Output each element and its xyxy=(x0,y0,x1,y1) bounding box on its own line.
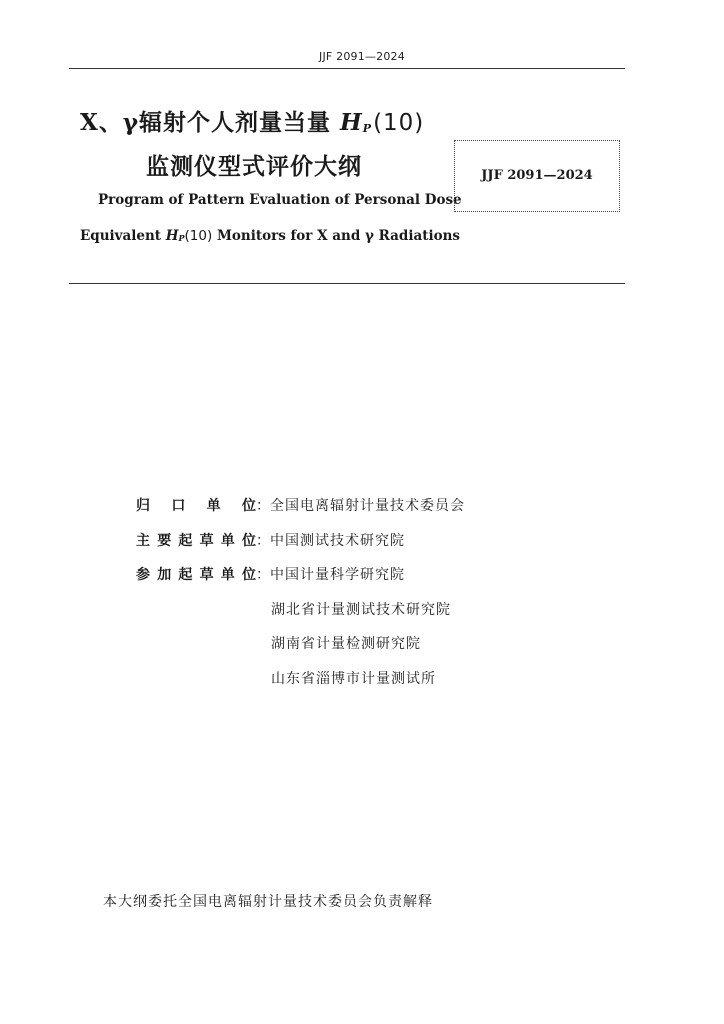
title-hp-subscript: P xyxy=(362,122,373,135)
unit-colon: ： xyxy=(256,498,270,514)
middle-rule xyxy=(69,283,625,284)
unit-row-responsible xyxy=(136,495,465,530)
title-hp-paren: (10) xyxy=(373,110,425,136)
unit-value-participating-1: 湖北省计量测试技术研究院 xyxy=(271,601,451,618)
units-block xyxy=(136,495,465,702)
unit-label-responsible: 归 口 单 位 xyxy=(136,498,256,514)
title-cn-main: 辐射个人剂量当量 xyxy=(139,110,332,136)
unit-row-participating-1 xyxy=(136,599,465,634)
title-en-prefix: Equivalent xyxy=(80,228,162,244)
title-cn-line2: 监测仪型式评价大纲 xyxy=(146,154,362,180)
unit-row-main-drafting xyxy=(136,530,465,565)
unit-value-main-drafting: 中国测试技术研究院 xyxy=(270,532,405,549)
title-en-hp-symbol: H xyxy=(165,228,179,244)
unit-value-responsible: 全国电离辐射计量技术委员会 xyxy=(270,498,465,514)
unit-label-main-drafting: 主要起草单位 xyxy=(136,532,256,549)
unit-row-participating-3 xyxy=(136,668,465,703)
title-en-line2 xyxy=(80,228,460,244)
unit-colon: ： xyxy=(256,532,270,549)
footer-note: 本大纲委托全国电离辐射计量技术委员会负责解释 xyxy=(103,894,433,910)
unit-colon: ： xyxy=(256,567,270,583)
title-en-hp-paren: (10) xyxy=(184,228,213,244)
title-en-suffix: Monitors for X and γ Radiations xyxy=(216,228,460,244)
code-box-text: JJF 2091—2024 xyxy=(481,168,593,183)
unit-row-participating xyxy=(136,564,465,599)
title-hp-symbol: H xyxy=(340,109,363,136)
code-box xyxy=(454,140,620,212)
title-cn-line1 xyxy=(80,104,424,137)
title-en-hp-subscript: P xyxy=(178,233,185,243)
unit-label-participating: 参加起草单位 xyxy=(136,567,256,583)
title-en-line1: Program of Pattern Evaluation of Personal Dose xyxy=(98,192,462,208)
header-code: JJF 2091—2024 xyxy=(319,50,405,63)
unit-value-participating-3: 山东省淄博市计量测试所 xyxy=(271,670,436,687)
top-rule xyxy=(69,68,625,69)
title-x-gamma: X、γ xyxy=(80,109,140,136)
unit-row-participating-2 xyxy=(136,633,465,668)
unit-value-participating-0: 中国计量科学研究院 xyxy=(270,567,405,583)
unit-value-participating-2: 湖南省计量检测研究院 xyxy=(271,636,421,652)
